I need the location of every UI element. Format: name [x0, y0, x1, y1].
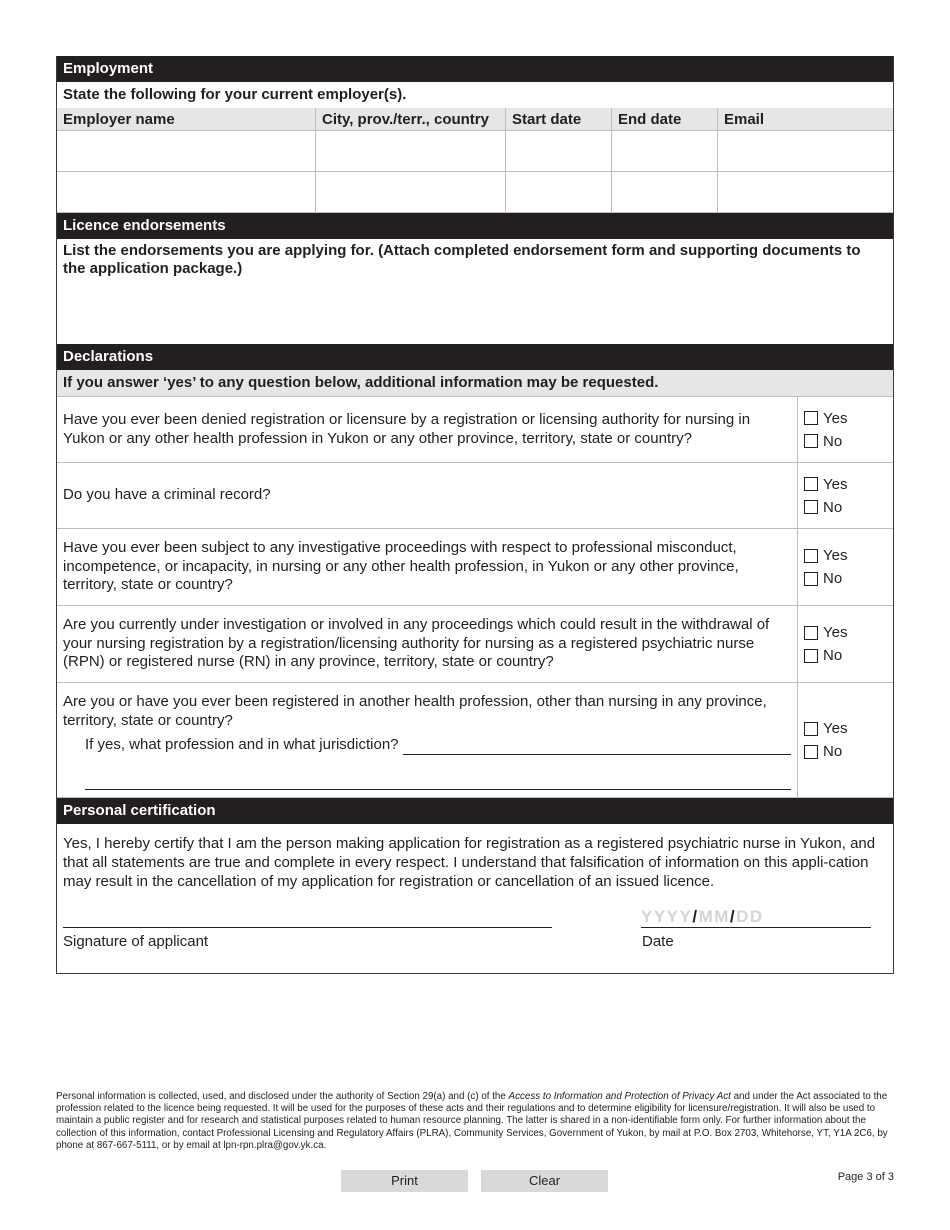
endorsements-instruction: List the endorsements you are applying for. (Attach completed endorsement form and supporting documents to the application package.) — [63, 242, 861, 277]
date-separator: / — [692, 907, 699, 926]
checkbox-icon[interactable] — [804, 722, 818, 736]
yes-option[interactable] — [804, 544, 893, 567]
declaration-question — [57, 606, 893, 683]
checkbox-icon[interactable] — [804, 477, 818, 491]
checkbox-icon[interactable] — [804, 649, 818, 663]
employment-instruction: State the following for your current employer(s). — [63, 86, 407, 103]
employer-name-field[interactable] — [57, 131, 316, 172]
checkbox-icon[interactable] — [804, 411, 818, 425]
privacy-notice: Personal information is collected, used, and disclosed under the authority of Section 29(a) and (c) of the Access to Information and Protection of Privacy Act and under the Act associated to the profession related to the licence being requested. It will be used for the purposes of these acts and their regulations and to determine eligibility for licensure/registration. It will also be used to maintain a public register and for research and statistical purposes related to human resource planning. The latter is shared in a non-identifiable form only. For further information about the collection of this information, contact Professional Licensing and Regulatory Affairs (PLRA), Community Services, Government of Yukon, by mail at P.O. Box 2703, Whitehorse, YT, Y1A 2C6, by phone at 867-667-5111, or by email at lpn-rpn.plra@gov.yk.ca. — [56, 1091, 888, 1151]
question-text: Are you currently under investigation or involved in any proceedings which could result in the withdrawal of your nursing registration by a registration/licensing authority for nursing as a registered psychiatric nurse (RPN) or registered nurse (RN) in any province, territory, state or country? — [63, 616, 770, 671]
certification-header: Personal certification — [57, 798, 893, 824]
declaration-question — [57, 463, 893, 529]
act-name: Access to Information and Protection of Privacy Act — [508, 1091, 731, 1102]
endorsements-field[interactable] — [57, 239, 893, 344]
checkbox-icon[interactable] — [804, 500, 818, 514]
start-date-field[interactable] — [506, 131, 612, 172]
yes-no-group — [798, 529, 893, 605]
employer-name-field[interactable] — [57, 172, 316, 213]
declarations-note: If you answer ‘yes’ to any question below, additional information may be requested. — [57, 370, 893, 397]
column-end-date: End date — [612, 108, 718, 131]
no-label: No — [823, 432, 843, 450]
no-option[interactable] — [804, 496, 893, 519]
signature-label: Signature of applicant — [63, 933, 209, 950]
print-button[interactable]: Print — [341, 1170, 468, 1192]
table-row — [57, 172, 893, 213]
declaration-question — [57, 529, 893, 606]
column-city: City, prov./terr., country — [316, 108, 506, 131]
yes-label: Yes — [823, 475, 848, 493]
yes-no-group — [798, 463, 893, 528]
email-field[interactable] — [718, 131, 894, 172]
yes-label: Yes — [823, 720, 848, 737]
date-separator: / — [729, 907, 737, 926]
yes-label: Yes — [823, 624, 848, 641]
date-day-placeholder: DD — [736, 907, 764, 926]
declaration-question — [57, 683, 893, 798]
checkbox-icon[interactable] — [804, 549, 818, 563]
question-text: Are you or have you ever been registered in another health profession, other than nursing in any province, territory, state or country? — [63, 693, 767, 729]
no-label: No — [823, 498, 843, 516]
end-date-field[interactable] — [612, 172, 718, 213]
declarations-header: Declarations — [57, 344, 893, 370]
yes-label: Yes — [823, 547, 848, 564]
certification-text: Yes, I hereby certify that I am the person making application for registration as a registered psychiatric nurse in Yukon, and that all statements are true and complete in every respect. I understand that falsification of information on this appli-cation may result in the cancellation of my application for registration or cancellation of an issued licence. — [63, 835, 876, 890]
declaration-question — [57, 397, 893, 463]
no-label: No — [823, 570, 843, 587]
checkbox-icon[interactable] — [804, 434, 818, 448]
question-text: Do you have a criminal record? — [63, 486, 271, 504]
page-number: Page 3 of 3 — [837, 1171, 894, 1183]
employment-table — [57, 108, 893, 213]
question-text: Have you ever been subject to any investigative proceedings with respect to professional misconduct, incompetence, or incapacity, in nursing or any other health profession, in Yukon or any other province, territory, state or country? — [63, 539, 739, 594]
table-row — [57, 131, 893, 172]
city-field[interactable] — [316, 131, 506, 172]
application-form — [56, 56, 894, 974]
column-start-date: Start date — [506, 108, 612, 131]
checkbox-icon[interactable] — [804, 626, 818, 640]
yes-no-group — [798, 606, 893, 682]
column-employer-name: Employer name — [57, 108, 316, 131]
yes-no-group — [798, 397, 893, 462]
checkbox-icon[interactable] — [804, 572, 818, 586]
question-text: Have you ever been denied registration or licensure by a registration or licensing authority for nursing in Yukon or any other health profession in Yukon or any other province, territory, state or country? — [63, 411, 751, 447]
no-option[interactable] — [804, 567, 893, 590]
signature-field[interactable] — [63, 909, 552, 928]
email-field[interactable] — [718, 172, 894, 213]
clear-button[interactable]: Clear — [481, 1170, 608, 1192]
city-field[interactable] — [316, 172, 506, 213]
no-label: No — [823, 647, 843, 664]
yes-option[interactable] — [804, 717, 893, 740]
column-email: Email — [718, 108, 894, 131]
yes-option[interactable] — [804, 473, 893, 496]
no-label: No — [823, 743, 843, 760]
jurisdiction-field[interactable] — [85, 775, 791, 790]
yes-no-group — [798, 683, 893, 797]
no-option[interactable] — [804, 644, 893, 667]
yes-option[interactable] — [804, 407, 893, 430]
profession-field[interactable] — [403, 740, 792, 755]
endorsements-header: Licence endorsements — [57, 213, 893, 239]
end-date-field[interactable] — [612, 131, 718, 172]
date-year-placeholder: YYYY — [641, 907, 693, 926]
date-month-placeholder: MM — [698, 907, 730, 926]
no-option[interactable] — [804, 430, 893, 453]
date-field[interactable] — [641, 907, 871, 928]
start-date-field[interactable] — [506, 172, 612, 213]
followup-label: If yes, what profession and in what jurisdiction? — [85, 736, 399, 753]
date-label: Date — [642, 933, 674, 950]
checkbox-icon[interactable] — [804, 745, 818, 759]
employment-header: Employment — [57, 56, 893, 82]
yes-label: Yes — [823, 409, 848, 427]
yes-option[interactable] — [804, 621, 893, 644]
no-option[interactable] — [804, 740, 893, 763]
